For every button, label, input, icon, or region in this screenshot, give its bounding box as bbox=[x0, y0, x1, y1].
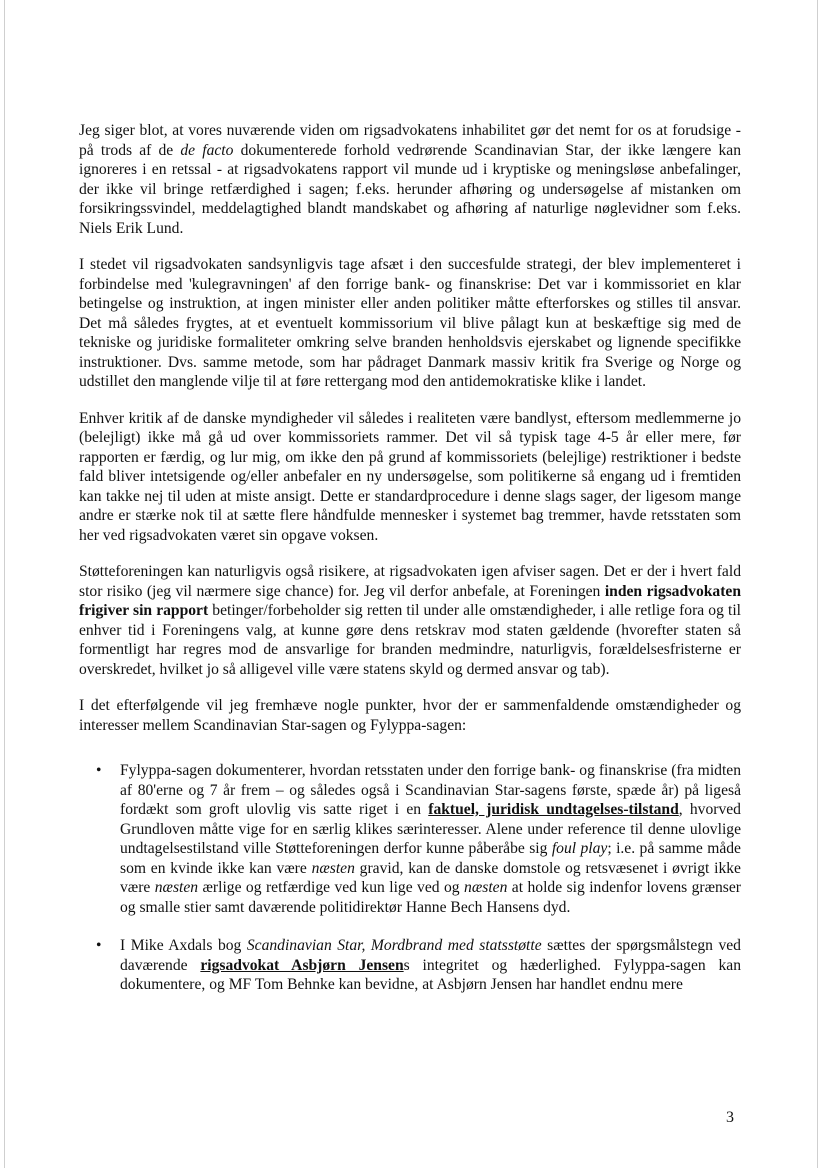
bold-emphasis: inden rigsadvokaten frigiver sin rapport bbox=[79, 582, 742, 619]
bold-underlined-term: rigsadvokat Asbjørn Jensen bbox=[200, 956, 404, 974]
paragraph-4: Støtteforeningen kan naturligvis også risikere, at rigsadvokaten igen afviser sagen. Det er der i hvert fald stor risiko (jeg vil nærmere sige chance) for. Jeg vil derfor anbefale, at Foreningen inden rigsadvokaten frigiver sin rapport betinger/forbeholder sig retten til under alle omstændigheder, i alle retlige fora og til enhver tid i Foreningens valg, at kunne gøre dens retskrav mod staten gældende (hvorefter staten så formentligt har regres mod de ansvarlige for branden medmindre, naturligvis, forældelsesfristerne er overskredet, hvilket jo så alligevel ville være statens skyld og dermed ansvar og tab). bbox=[79, 563, 742, 678]
paragraph-2: I stedet vil rigsadvokaten sandsynligvis tage afsæt i den succesfulde strategi, der blev implementeret i forbindelse med 'kulegravningen' af den forrige bank- og finanskrise: Det var i kommissoriet en klar betingelse og instruktion, at ingen minister eller anden politiker måtte efterforskes og stilles til ansvar. Det må således frygtes, at et eventuelt kommissorium vil blive pålagt kun at beskæftige sig med de tekniske og juridiske formaliteter omkring selve branden henholdsvis ejerskabet og lignende specifikke instruktioner. Dvs. samme metode, som har pådraget Danmark massiv kritik fra Sverige og Norge og udstillet den manglende vilje til at føre rettergang mod den antidemokratiske klike i landet. bbox=[79, 256, 741, 390]
bullet-icon: • bbox=[96, 937, 102, 954]
list-item: • Fylyppa-sagen dokumenterer, hvordan retsstaten under den forrige bank- og finanskrise (fra midten af 80'erne og 7 år frem – og således også i Scandinavian Star-sagens første, spæde år) på ligeså fordækt som groft ulovlig vis satte riget i en faktuel, juridisk undtagelses-tilstand, hvorved Grundloven måtte vige for en særlig klikes særinteresser. Alene under reference til denne ulovlige undtagelsestilstand ville Støtteforeningen derfor kunne påberåbe sig foul play; i.e. på samme måde som en kvinde ikke kan være næsten gravid, kan de danske domstole og retsvæsenet i øvrigt ikke være næsten ærlige og retfærdige ved kun lige ved og næsten at holde sig indenfor lovens grænser og smalle stier samt daværende politidirektør Hanne Bech Hansens dyd. bbox=[96, 762, 741, 916]
paragraph-5: I det efterfølgende vil jeg fremhæve nogle punkter, hvor der er sammenfaldende omstændigheder og interesser mellem Scandinavian Star-sagen og Fylyppa-sagen: bbox=[79, 697, 741, 734]
paragraph-3: Enhver kritik af de danske myndigheder vil således i realiteten være bandlyst, eftersom medlemmerne jo (belejligt) ikke må gå ud over kommissoriets rammer. Det vil så typisk tage 4-5 år eller mere, før rapporten er færdig, og lur mig, om ikke den på grund af kommissoriets (belejlige) restriktioner i bedste fald bliver intetsigende og/eller anbefaler en ny undersøgelse, som politikerne så engang ud i fremtiden kan takke nej til uden at miste ansigt. Dette er standardprocedure i denne slags sager, der ligesom mange andre er stærke nok til at sætte flere håndfulde mennesker i systemet bag tremmer, havde retsstaten som her ved rigsadvokaten været sin opgave voksen. bbox=[79, 409, 741, 544]
body-text bbox=[79, 121, 741, 1014]
list-item: • I Mike Axdals bog Scandinavian Star, Mordbrand med statsstøtte sættes der spørgsmålstegn ved daværende rigsadvokat Asbjørn Jensens integritet og hæderlighed. Fylyppa-sagen kan dokumentere, og MF Tom Behnke kan bevidne, at Asbjørn Jensen har handlet endnu mere bbox=[96, 937, 741, 993]
book-title: Scandinavian Star, Mordbrand med statsstøtte bbox=[246, 937, 542, 954]
page-number: 3 bbox=[726, 1109, 734, 1126]
left-edge-rule bbox=[4, 0, 5, 1168]
right-edge-rule bbox=[817, 0, 818, 1168]
bullet-icon: • bbox=[96, 762, 102, 779]
bullet-list bbox=[79, 761, 741, 995]
paragraph-1: Jeg siger blot, at vores nuværende viden om rigsadvokatens inhabilitet gør det nemt for os at forudsige - på trods af de de facto dokumenterede forhold vedrørende Scandinavian Star, der ikke længere kan ignoreres i en retssal - at rigsadvokatens rapport vil munde ud i kryptiske og meningsløse anbefalinger, der ikke vil bringe retfærdighed i sagen; f.eks. herunder afhøring og undersøgelse af mistanken om forsikringssvindel, meddelagtighed blandt mandskabet og afhøring af naturlige nøglevidner som f.eks. Niels Erik Lund. bbox=[79, 122, 741, 237]
bold-underlined-term: faktuel, juridisk undtagelses-tilstand bbox=[428, 801, 679, 818]
